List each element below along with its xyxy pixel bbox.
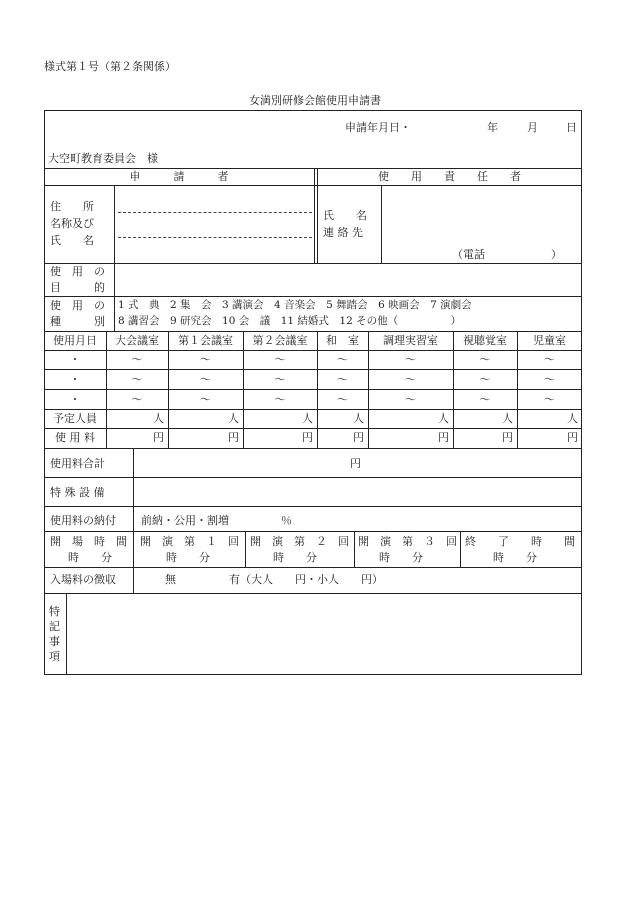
row-divider <box>44 593 582 594</box>
time-range-mark: ～ <box>200 353 211 366</box>
row-divider <box>44 506 582 507</box>
show2-value: 時 分 <box>273 551 317 564</box>
time-range-mark: ～ <box>544 353 555 366</box>
payment-label: 使用料の納付 <box>50 514 116 527</box>
full-name-label: 氏 名 <box>50 234 94 247</box>
time-range-mark: ～ <box>544 393 555 406</box>
person-unit: 人 <box>438 412 449 425</box>
date-month: 月 <box>527 121 538 134</box>
date-year: 年 <box>487 121 498 134</box>
row-divider <box>44 428 582 429</box>
time-range-mark: ～ <box>544 373 555 386</box>
col-divider <box>381 185 382 263</box>
row-divider <box>44 567 582 568</box>
date-mark-1: ・ <box>69 353 81 366</box>
row-divider <box>44 263 582 264</box>
row-divider <box>44 369 582 370</box>
room-header-7: 児童室 <box>533 334 566 347</box>
person-unit: 人 <box>228 412 239 425</box>
yen-unit: 円 <box>302 431 313 444</box>
address-label: 住 所 <box>50 200 94 213</box>
time-range-mark: ～ <box>131 393 143 406</box>
time-range-mark: ～ <box>200 373 211 386</box>
yen-unit: 円 <box>153 431 164 444</box>
date-label: 申請年月日・ <box>345 121 411 134</box>
time-range-mark: ～ <box>405 353 416 366</box>
admission-none: 無 <box>165 573 176 586</box>
time-range-mark: ～ <box>131 373 143 386</box>
person-unit: 人 <box>502 412 513 425</box>
kind-options-2: 8 講習会 9 研究会 10 会 議 11 結婚式 12 その他（ ） <box>118 315 462 327</box>
total-fee-unit: 円 <box>350 457 361 470</box>
special-equipment-label: 特 殊 設 備 <box>50 486 105 499</box>
end-time-label: 終 了 時 間 <box>465 535 575 548</box>
end-time-value: 時 分 <box>493 551 537 564</box>
yen-unit: 円 <box>567 431 578 444</box>
col-divider <box>114 263 115 296</box>
time-range-mark: ～ <box>479 373 491 386</box>
room-header-1: 大会議室 <box>115 334 159 347</box>
room-header-6: 視聴覚室 <box>463 334 507 347</box>
col-divider <box>66 593 67 675</box>
yen-unit: 円 <box>502 431 513 444</box>
col-divider <box>114 296 115 331</box>
date-mark-3: ・ <box>69 393 81 406</box>
room-header-4: 和 室 <box>326 334 359 347</box>
yen-unit: 円 <box>353 431 364 444</box>
room-header-5: 調理実習室 <box>383 334 438 347</box>
row-divider <box>44 409 582 410</box>
col-divider <box>314 168 315 263</box>
row-divider <box>44 296 582 297</box>
name-and-label: 名称及び <box>50 217 94 230</box>
kind-label-1: 使 用 の <box>50 299 105 312</box>
col-divider <box>354 531 355 567</box>
time-range-mark: ～ <box>405 373 416 386</box>
col-divider <box>460 531 461 567</box>
show1-value: 時 分 <box>166 551 210 564</box>
room-header-2: 第１会議室 <box>178 334 233 347</box>
col-divider <box>133 448 134 567</box>
time-range-mark: ～ <box>405 393 416 406</box>
total-fee-label: 使用料合計 <box>50 457 105 470</box>
remarks-label: 特記事項 <box>49 605 60 663</box>
time-range-mark: ～ <box>200 393 211 406</box>
responsible-header: 使 用 責 任 者 <box>378 170 521 183</box>
form-title: 女満別研修会館使用申請書 <box>249 94 381 107</box>
purpose-label-1: 使 用 の <box>50 265 105 278</box>
time-range-mark: ～ <box>274 353 286 366</box>
col-divider <box>133 567 134 593</box>
room-header-3: 第２会議室 <box>252 334 308 347</box>
row-divider <box>44 331 582 332</box>
fee-label: 使 用 料 <box>55 431 95 444</box>
responsible-contact-label: 連 絡 先 <box>323 226 363 239</box>
time-range-mark: ～ <box>274 373 286 386</box>
time-range-mark: ～ <box>479 353 491 366</box>
responsible-name-label: 氏 名 <box>323 209 367 222</box>
person-unit: 人 <box>567 412 578 425</box>
show1-label: 開 演 第 １ 回 <box>140 535 239 548</box>
open-time-value: 時 分 <box>68 551 112 564</box>
time-range-mark: ～ <box>131 353 143 366</box>
row-divider <box>44 477 582 478</box>
date-day: 日 <box>566 121 577 134</box>
payment-options: 前納・公用・割増 <box>141 514 229 527</box>
row-divider <box>44 389 582 390</box>
row-divider <box>44 448 582 449</box>
person-unit: 人 <box>353 412 364 425</box>
kind-options-1: 1 式 典 2 集 会 3 講演会 4 音楽会 5 舞踏会 6 映画会 7 演劇会 <box>118 299 472 311</box>
yen-unit: 円 <box>438 431 449 444</box>
time-range-mark: ～ <box>337 353 348 366</box>
col-divider <box>245 531 246 567</box>
payment-percent: ％ <box>281 514 292 527</box>
show3-value: 時 分 <box>379 551 423 564</box>
time-range-mark: ～ <box>337 373 348 386</box>
form-number: 様式第１号（第２条関係） <box>44 60 176 73</box>
applicant-header: 申 請 者 <box>129 170 229 183</box>
time-range-mark: ～ <box>479 393 491 406</box>
phone-field: （電話 ） <box>452 248 562 261</box>
kind-label-2: 種 別 <box>50 315 105 328</box>
time-range-mark: ～ <box>274 393 286 406</box>
purpose-label-2: 目 的 <box>50 281 105 294</box>
row-divider <box>44 185 582 186</box>
yen-unit: 円 <box>228 431 239 444</box>
open-time-label: 開 場 時 間 <box>50 535 127 548</box>
person-unit: 人 <box>302 412 313 425</box>
addressee: 大空町教育委員会 様 <box>48 152 158 165</box>
time-range-mark: ～ <box>337 393 348 406</box>
capacity-label: 予定人員 <box>53 412 97 425</box>
row-divider <box>44 168 582 169</box>
date-mark-2: ・ <box>69 373 81 386</box>
row-divider <box>44 531 582 532</box>
col-divider <box>114 185 115 263</box>
address-dotted-line <box>118 212 312 213</box>
show2-label: 開 演 第 ２ 回 <box>250 535 349 548</box>
date-col-header: 使用月日 <box>53 334 97 347</box>
show3-label: 開 演 第 ３ 回 <box>358 535 457 548</box>
person-unit: 人 <box>153 412 164 425</box>
admission-label: 入場料の徴収 <box>50 573 116 586</box>
row-divider <box>44 350 582 351</box>
name-dotted-line <box>118 237 312 238</box>
admission-yes: 有（大人 円・小人 円） <box>229 573 383 586</box>
